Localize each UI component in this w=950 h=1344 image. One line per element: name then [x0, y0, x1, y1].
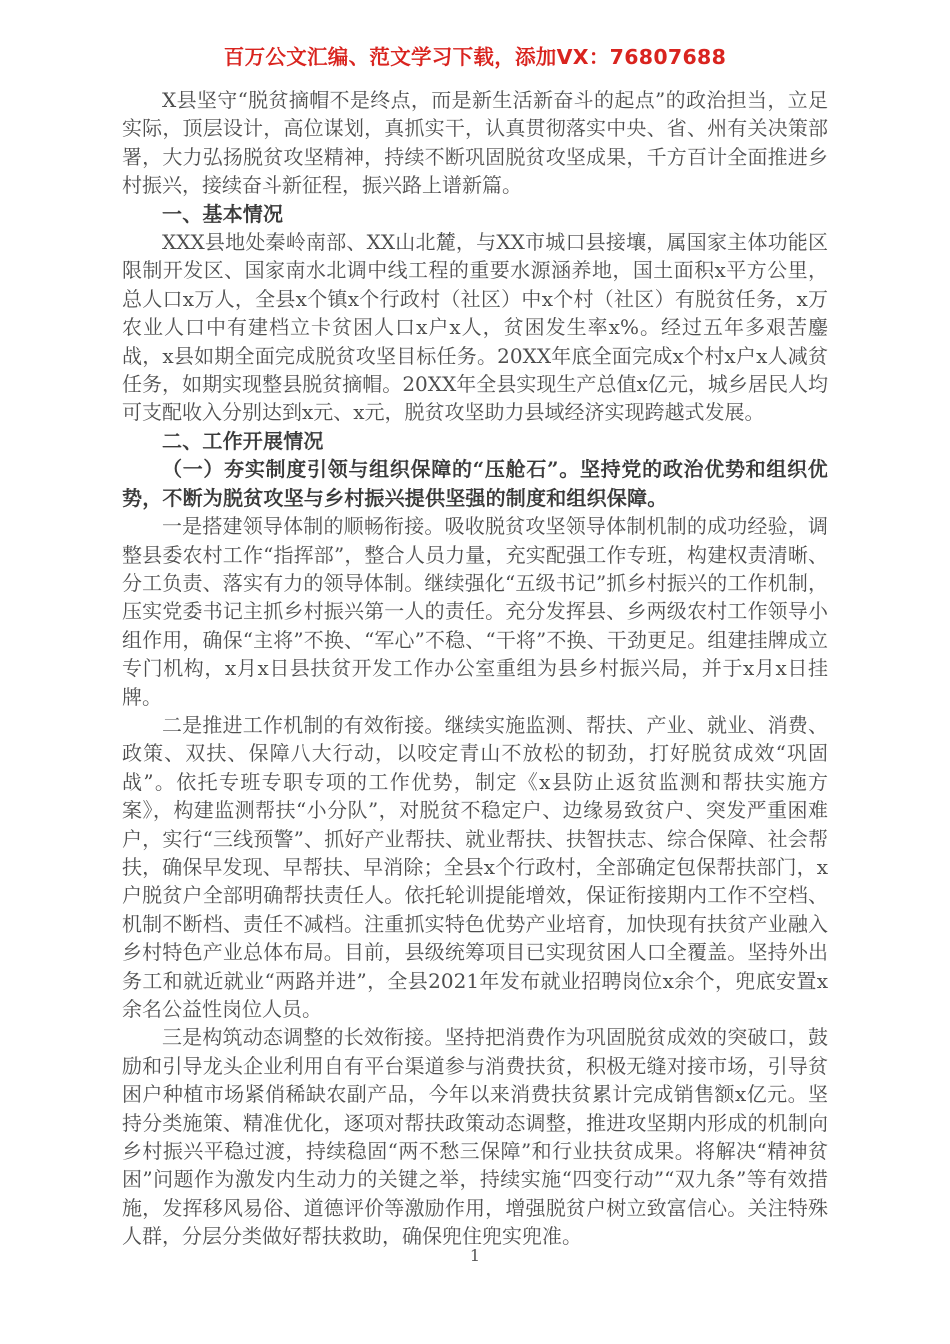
paragraph-section-2-sub-1-heading: （一）夯实制度引领与组织保障的“压舱石”。坚持党的政治优势和组织优势，不断为脱贫攻坚与乡村振兴提供坚强的制度和组织保障。: [122, 457, 828, 510]
paragraph-section-2-heading: 二、工作开展情况: [162, 428, 324, 453]
paragraph-point-3: 三是构筑动态调整的长效衔接。坚持把消费作为巩固脱贫成效的突破口，鼓励和引导龙头企业利用自有平台渠道参与消费扶贫，积极无缝对接市场，引导贫困户种植市场紧俏稀缺农副产品，今年以来消费扶贫累计完成销售额x亿元。坚持分类施策、精准优化，逐项对帮扶政策动态调整，推进攻坚期内形成的机制向乡村振兴平稳过渡，持续稳固“两不愁三保障”和行业扶贫成果。将解决“精神贫困”问题作为激发内生动力的关键之举，持续实施“四变行动”“双九条”等有效措施，发挥移风易俗、道德评价等激励作用，增强脱贫户树立致富信心。关注特殊人群，分层分类做好帮扶救助，确保兜住兜实兜准。: [122, 1025, 828, 1249]
paragraph-point-1: 一是搭建领导体制的顺畅衔接。吸收脱贫攻坚领导体制机制的成功经验，调整县委农村工作“指挥部”，整合人员力量，充实配强工作专班，构建权责清晰、分工负责、落实有力的领导体制。继续强化“五级书记”抓乡村振兴的工作机制，压实党委书记主抓乡村振兴第一人的责任。充分发挥县、乡两级农村工作领导小组作用，确保“主将”不换、“军心”不稳、“干将”不换、干劲更足。组建挂牌成立专门机构，x月x日县扶贫开发工作办公室重组为县乡村振兴局，并于x月x日挂牌。: [122, 514, 828, 709]
document-body: [122, 86, 828, 1251]
paragraph-point-2: 二是推进工作机制的有效衔接。继续实施监测、帮扶、产业、就业、消费、政策、双扶、保障八大行动，以咬定青山不放松的韧劲，打好脱贫成效“巩固战”。依托专班专职专项的工作优势，制定《x县防止返贫监测和帮扶实施方案》，构建监测帮扶“小分队”，对脱贫不稳定户、边缘易致贫户、突发严重困难户，实行“三线预警”、抓好产业帮扶、就业帮扶、扶智扶志、综合保障、社会帮扶，确保早发现、早帮扶、早消除；全县x个行政村，全部确定包保帮扶部门，x户脱贫户全部明确帮扶责任人。依托轮训提能增效，保证衔接期内工作不空档、机制不断档、责任不减档。注重抓实特色优势产业培育，加快现有扶贫产业融入乡村特色产业总体布局。目前，县级统筹项目已实现贫困人口全覆盖。坚持外出务工和就近就业“两路并进”，全县2021年发布就业招聘岗位x余个，兜底安置x余名公益性岗位人员。: [122, 712, 828, 1021]
paragraph-section-1-body: XXX县地处秦岭南部、XX山北麓，与XX市城口县接壤，属国家主体功能区限制开发区、国家南水北调中线工程的重要水源涵养地，国土面积x平方公里，总人口x万人，全县x个镇x个行政村（社区）中x个村（社区）有脱贫任务，x万农业人口中有建档立卡贫困人口x户x人，贫困发生率x%。经过五年多艰苦鏖战，x县如期全面完成脱贫攻坚目标任务。20XX年底全面完成x个村x户x人减贫任务，如期实现整县脱贫摘帽。20XX年全县实现生产总值x亿元，城乡居民人均可支配收入分别达到x元、x元，脱贫攻坚助力县域经济实现跨越式发展。: [122, 230, 828, 425]
paragraph-intro: X县坚守“脱贫摘帽不是终点，而是新生活新奋斗的起点”的政治担当，立足实际，顶层设计，高位谋划，真抓实干，认真贯彻落实中央、省、州有关决策部署，大力弘扬脱贫攻坚精神，持续不断巩固脱贫攻坚成果，千方百计全面推进乡村振兴，接续奋斗新征程，振兴路上谱新篇。: [122, 88, 828, 198]
promo-banner: 百万公文汇编、范文学习下载，添加VX：76807688: [223, 45, 727, 69]
page-number: 1: [469, 1246, 481, 1265]
paragraph-section-1-heading: 一、基本情况: [162, 201, 284, 226]
